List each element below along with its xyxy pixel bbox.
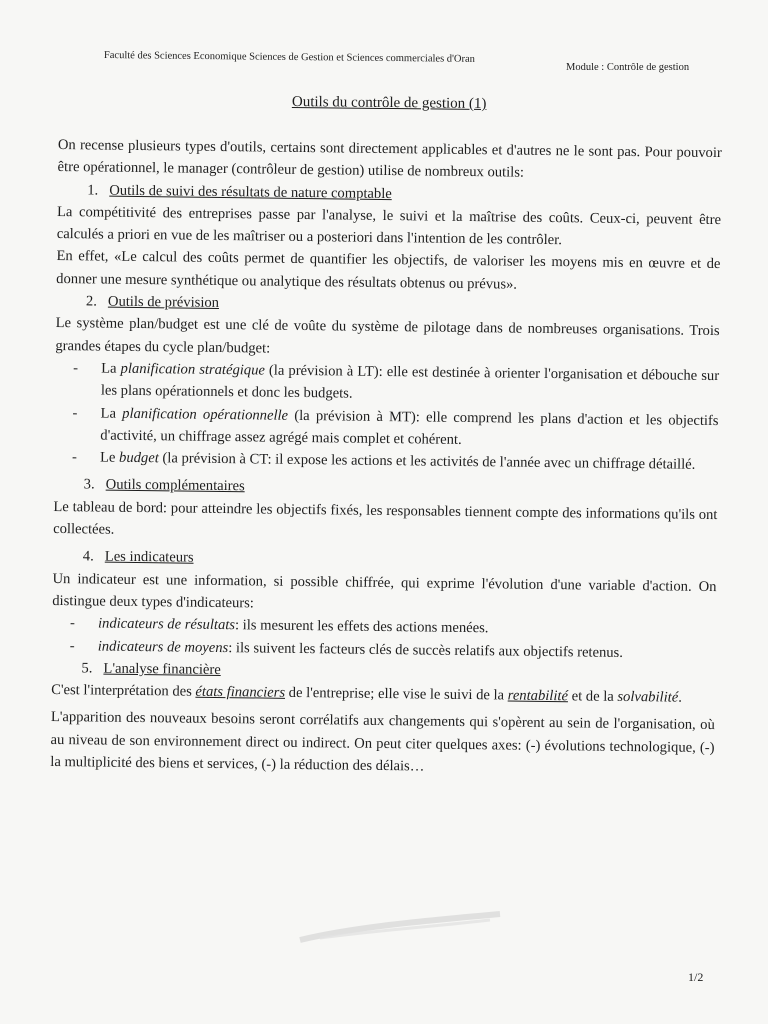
section-number: 3. [83,476,95,493]
section-title: Outils de prévision [107,293,220,312]
faculty-header: Faculté des Sciences Economique Sciences de Gestion et Sciences commerciales d'Oran [103,50,475,65]
dash-bullet-icon: - [71,449,78,466]
list-item: - La planification opérationnelle (la prévision à MT): elle comprend les plans d'action et les objectifs d'activité, un chiffrage assez agrégé mais complet et cohérent. [54,402,718,455]
dash-bullet-icon: - [73,360,79,377]
section-number: 5. [81,660,93,677]
section-title: L'analyse financière [103,660,221,678]
underlined-term: états financiers [195,683,286,701]
section-5-paragraph-2: L'apparition des nouveaux besoins seront corrélatifs aux changements qui s'opèrent au sein de l'organisation, où au niveau de son environnement direct ou indirect. On peut citer quelques axes: (-) évolutions technologique, (-) la multiplicité des biens et services, (-) la réduction des délais… [50,709,715,775]
underlined-term: rentabilité [507,687,569,705]
section-number: 1. [87,181,99,199]
section-number: 4. [82,548,94,565]
section-1-paragraph-2: En effet, «Le calcul des coûts permet de quantifier les objectifs, de valoriser les moyens mis en œuvre et de donner une mesure synthétique ou analytique des résultats obtenus ou prévus». [56,248,721,293]
section-title: Outils complémentaires [105,477,245,495]
intro-paragraph: On recense plusieurs types d'outils, certains sont directement applicables et d'autres ne le sont pas. Pour pouvoir être opérationnel, le manager (contrôleur de gestion) utilise de nombreux outils: [57,136,722,181]
page-title: Outils du contrôle de gestion (1) [291,94,487,113]
section-1-paragraph-1: La compétitivité des entreprises passe par l'analyse, le suivi et la maîtrise des coûts. Ceux-ci, peuvent être calculés a priori en vue de les maîtriser ou a posteriori dans l'intention de les contrôler. [56,203,722,249]
section-title: Les indicateurs [104,548,194,567]
module-header: Module : Contrôle de gestion [566,62,690,73]
list-item: - indicateurs de résultats: ils mesurent les effets des actions menées. [52,612,716,642]
section-3-paragraph-1: Le tableau de bord: pour atteindre les objectifs fixés, les responsables tiennent compte des informations qu'ils ont collectées. [53,498,718,538]
list-item: - Le budget (la prévision à CT: il expose les actions et les activités de l'année avec un chiffrage détaillé. [54,446,718,476]
section-title: Outils de suivi des résultats de nature comptable [109,182,392,202]
italic-term: solvabilité [617,689,679,706]
section-2-paragraph-1: Le système plan/budget est une clé de voûte du système de pilotage dans de nombreuses organisations. Trois grandes étapes du cycle plan/budget: [55,315,720,357]
list-item: - indicateurs de moyens: ils suivent les facteurs clés de succès relatifs aux objectifs retenus. [52,634,716,664]
dash-bullet-icon: - [69,637,75,654]
dash-bullet-icon: - [72,404,78,421]
section-number: 2. [85,293,98,310]
section-4-paragraph-1: Un indicateur est une information, si possible chiffrée, qui exprime l'évolution d'une variable d'action. On distingue deux types d'indicateurs: [52,570,717,612]
dash-bullet-icon: - [69,615,75,632]
document-body [50,134,722,781]
list-item: - La planification stratégique (la prévision à LT): elle est destinée à orienter l'organisation et débouche sur les plans opérationnels et donc les budgets. [55,357,719,410]
scan-smudge [290,908,510,948]
section-5-paragraph-1: C'est l'interprétation des états financiers de l'entreprise; elle vise le suivi de la rentabilité et de la solvabilité. [51,682,682,706]
page-number: 1/2 [688,970,704,984]
